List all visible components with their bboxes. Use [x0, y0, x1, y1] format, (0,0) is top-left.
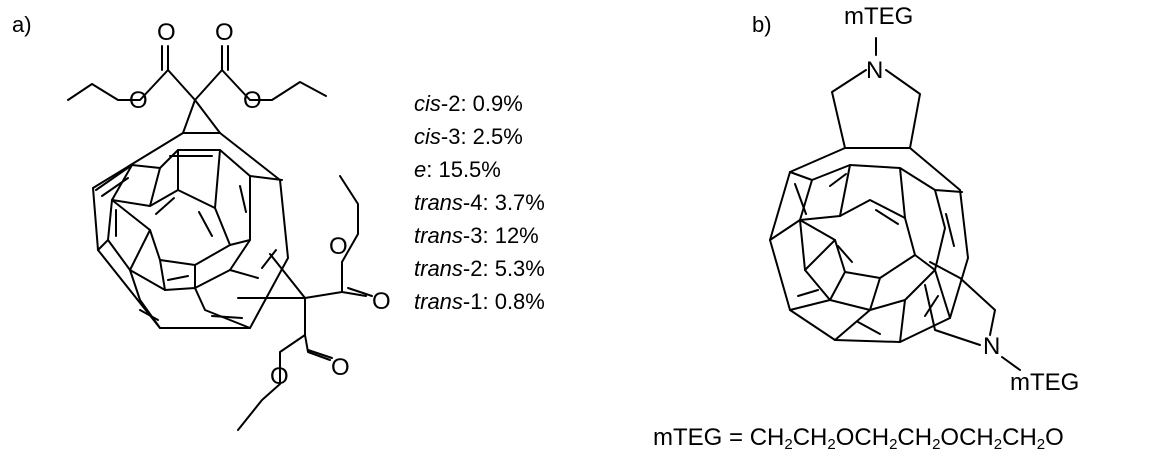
malonate-top [68, 46, 326, 133]
isomer-suffix: -2 [462, 256, 483, 281]
oxygen-atoms-a [129, 19, 391, 390]
formula-group: OCH [835, 424, 890, 451]
isomer-row [414, 186, 545, 219]
formula-group: CH [1002, 424, 1037, 451]
oxygen-atom: O [215, 19, 234, 46]
mteg-substituent-top: mTEG [844, 3, 914, 30]
isomer-suffix: -3 [462, 223, 483, 248]
isomer-value: : 5.3% [482, 256, 545, 281]
oxygen-atom: O [129, 87, 148, 114]
isomer-value: : 0.9% [460, 91, 523, 116]
isomer-row [414, 219, 545, 252]
formula-group: OCH [940, 424, 994, 451]
formula-lhs: mTEG = [653, 424, 750, 451]
formula-subscript: 2 [993, 436, 1003, 453]
isomer-name: cis [414, 124, 441, 149]
formula-group: CH [749, 424, 785, 451]
isomer-name: trans [414, 223, 463, 248]
malonate-lower [238, 176, 372, 430]
mteg-substituent-bottom: mTEG [1010, 369, 1080, 396]
isomer-value: : 0.8% [482, 289, 545, 314]
isomer-suffix: -3 [440, 124, 461, 149]
formula-group: CH [897, 424, 933, 451]
oxygen-atom: O [331, 354, 350, 381]
panel-b-label: b) [752, 12, 772, 37]
oxygen-atom: O [243, 87, 262, 114]
nitrogen-atom: N [866, 57, 884, 84]
oxygen-atom: O [372, 288, 391, 315]
isomer-name: e [414, 157, 427, 182]
isomer-row [414, 285, 545, 318]
isomer-row [414, 87, 545, 120]
nitrogen-atom: N [983, 333, 1001, 360]
formula-subscript: 2 [827, 436, 836, 453]
isomer-name: cis [414, 91, 441, 116]
formula-subscript: 2 [1036, 436, 1046, 453]
formula-subscript: 2 [784, 436, 793, 453]
isomer-value: : 12% [482, 223, 539, 248]
formula-rhs [750, 424, 1064, 451]
isomer-distribution-list [414, 87, 545, 318]
isomer-row [414, 153, 545, 186]
mteg-formula [653, 424, 1064, 453]
fullerene-cage-b [770, 148, 968, 342]
isomer-suffix: -2 [440, 91, 461, 116]
isomer-row [414, 252, 545, 285]
isomer-suffix: -1 [462, 289, 483, 314]
formula-subscript: 2 [932, 436, 941, 453]
isomer-name: trans [414, 256, 463, 281]
isomer-value: : 15.5% [426, 157, 501, 182]
panel-a-label: a) [12, 12, 32, 37]
oxygen-atom: O [270, 363, 289, 390]
formula-group: CH [792, 424, 828, 451]
pyrrolidine-lower [925, 262, 1020, 370]
isomer-name: trans [414, 289, 463, 314]
isomer-suffix: -4 [462, 190, 483, 215]
isomer-value: : 3.7% [482, 190, 545, 215]
formula-subscript: 2 [889, 436, 898, 453]
pyrrolidine-top [832, 38, 920, 148]
oxygen-atom: O [157, 19, 176, 46]
formula-group: O [1045, 424, 1064, 451]
isomer-value: : 2.5% [460, 124, 523, 149]
oxygen-atom: O [329, 233, 348, 260]
isomer-name: trans [414, 190, 463, 215]
isomer-row [414, 120, 545, 153]
